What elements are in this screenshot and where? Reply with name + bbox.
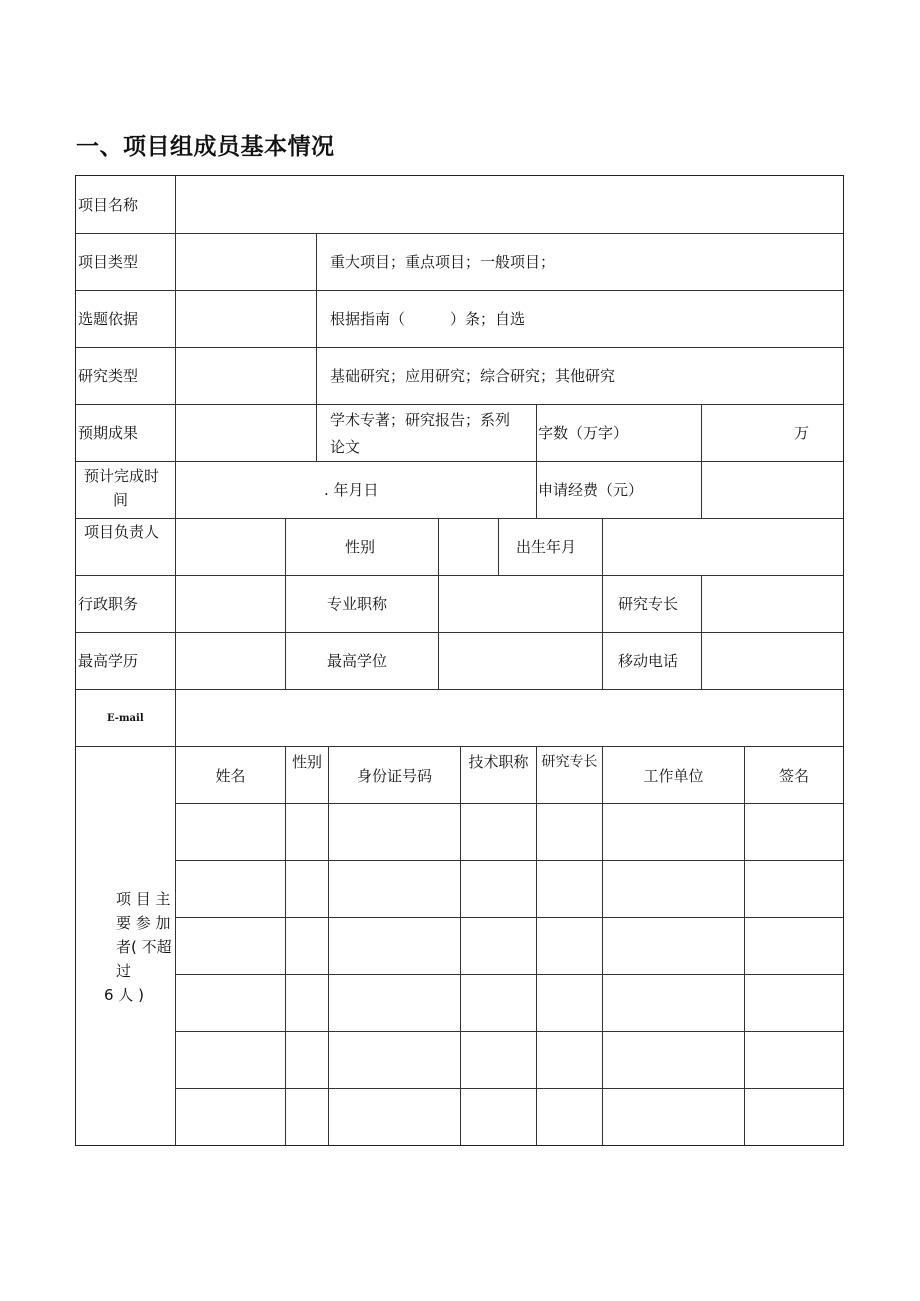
project-type-field[interactable] [176,234,316,290]
admin-position-field[interactable] [176,576,285,632]
completion-date-field[interactable]: . 年月日 [324,481,379,499]
topic-basis-field[interactable] [176,291,316,347]
col-divider [536,461,537,518]
label-research-specialty: 研究专长 [618,595,679,613]
col-divider [536,404,537,461]
funding-field[interactable] [702,462,843,518]
label-word-count: 字数（万字） [538,424,629,442]
label-birth-date: 出生年月 [516,538,577,556]
label-completion-time-line1: 预计完成时 [84,467,160,485]
label-project-type: 项目类型 [78,253,139,271]
prof-title-field[interactable] [439,576,602,632]
col-divider [316,233,317,404]
expected-results-field[interactable] [176,405,316,461]
label-mobile: 移动电话 [618,652,679,670]
email-field[interactable] [176,690,843,746]
col-divider [701,404,702,461]
research-specialty-field[interactable] [702,576,843,632]
header-signature: 签名 [778,767,809,785]
research-type-field[interactable] [176,348,316,404]
participant-row[interactable] [176,861,843,917]
word-count-unit: 万 [794,424,810,442]
participant-row[interactable] [176,1089,843,1145]
label-highest-education: 最高学历 [78,652,139,670]
participant-row[interactable] [176,1032,843,1088]
member-info-form [75,175,844,1146]
col-divider [498,518,499,575]
header-work-unit: 工作单位 [643,767,704,785]
expected-results-options-line2[interactable]: 论文 [330,438,361,456]
header-research-specialty: 研究专长 [541,754,598,770]
label-research-type: 研究类型 [78,367,139,385]
header-id-number: 身份证号码 [356,767,432,785]
participant-row[interactable] [176,975,843,1031]
expected-results-options-line1[interactable]: 学术专著；研究报告；系列 [330,411,511,429]
label-expected-results: 预期成果 [78,424,139,442]
project-type-options[interactable]: 重大项目；重点项目；一般项目； [330,253,556,271]
participants-label-line5: 6 人 ) [104,986,144,1004]
col-divider [285,518,286,575]
participants-label-line4: 过 [116,962,132,980]
label-topic-basis: 选题依据 [78,310,139,328]
topic-basis-options[interactable]: 根据指南（ ）条；自选 [330,310,526,328]
highest-education-field[interactable] [176,633,285,689]
label-funding: 申请经费（元） [538,481,644,499]
mobile-field[interactable] [702,633,843,689]
section-heading: 一、项目组成员基本情况 [76,134,335,160]
research-type-options[interactable]: 基础研究；应用研究；综合研究；其他研究 [330,367,616,385]
participants-label-line1: 项 目 主 [116,890,171,908]
label-highest-degree: 最高学位 [327,652,388,670]
leader-gender-field[interactable] [439,519,498,575]
participant-row[interactable] [176,918,843,974]
participants-label-line2: 要 参 加 [116,914,171,932]
highest-degree-field[interactable] [439,633,602,689]
label-prof-title: 专业职称 [327,595,388,613]
label-admin-position: 行政职务 [78,595,139,613]
col-divider [602,575,603,689]
birth-date-field[interactable] [603,519,843,575]
label-leader: 项目负责人 [84,523,160,541]
label-leader-gender: 性别 [345,538,376,556]
header-gender: 性别 [291,753,322,771]
label-project-name: 项目名称 [78,196,139,214]
label-completion-time-line2: 间 [113,491,129,509]
header-name: 姓名 [215,767,246,785]
label-email: E-mail [107,713,144,724]
col-divider [285,575,286,689]
participant-row[interactable] [176,804,843,860]
leader-name-field[interactable] [176,519,285,575]
header-tech-title: 技术职称 [468,753,529,771]
project-name-field[interactable] [176,176,843,233]
participants-label-line3: 者( 不超 [116,938,172,956]
col-divider [316,404,317,461]
